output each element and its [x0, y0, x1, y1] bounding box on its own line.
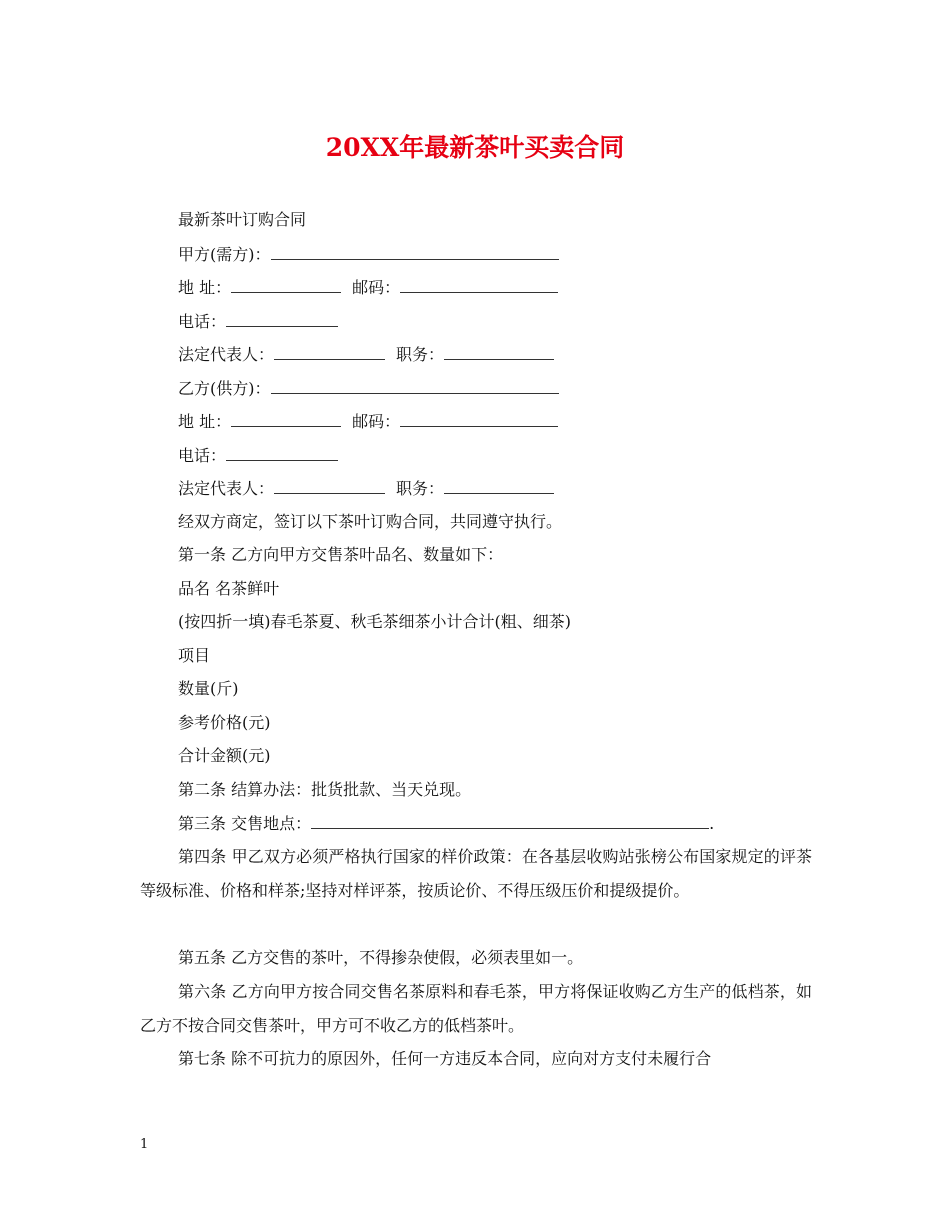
- postcode-b-label: 邮码：: [352, 412, 401, 431]
- document-title: 20XX年最新茶叶买卖合同: [325, 133, 625, 162]
- page-number: 1: [140, 1137, 149, 1152]
- article-5: 第五条 乙方交售的茶叶，不得掺杂使假，必须表里如一。: [178, 948, 584, 967]
- title-b-blank[interactable]: [444, 477, 554, 494]
- item-line: 项目: [178, 646, 211, 665]
- title-b-label: 职务：: [396, 479, 445, 498]
- article-4: 第四条 甲乙双方必须严格执行国家的样价政策：在各基层收购站张榜公布国家规定的评茶等级标准、价格和样茶;坚持对样评茶，按质论价、不得压级压价和提级提价。: [140, 847, 812, 900]
- address-b-line: [178, 410, 558, 433]
- article-1: 第一条 乙方向甲方交售茶叶品名、数量如下：: [178, 545, 504, 564]
- product-name-line: 品名 名茶鲜叶: [178, 579, 280, 598]
- article-3-label: 第三条 交售地点：: [178, 814, 312, 833]
- address-a-blank[interactable]: [231, 276, 341, 293]
- party-b-line: [178, 377, 559, 400]
- title-a-label: 职务：: [396, 345, 445, 364]
- address-a-line: [178, 276, 558, 299]
- rep-a-line: [178, 343, 554, 366]
- rep-b-line: [178, 477, 554, 500]
- phone-a-label: 电话：: [178, 312, 227, 331]
- address-a-label: 地 址：: [178, 278, 232, 297]
- phone-a-blank[interactable]: [226, 310, 338, 327]
- rep-b-blank[interactable]: [274, 477, 385, 494]
- article-7: 第七条 除不可抗力的原因外，任何一方违反本合同，应向对方支付未履行合: [178, 1049, 712, 1068]
- phone-b-label: 电话：: [178, 446, 227, 465]
- total-amount-line: 合计金额(元): [178, 746, 271, 765]
- sale-location-blank[interactable]: [311, 812, 709, 829]
- rep-b-label: 法定代表人：: [178, 479, 275, 498]
- party-a-blank[interactable]: [271, 243, 559, 260]
- intro-line: 经双方商定，签订以下茶叶订购合同，共同遵守执行。: [178, 512, 563, 531]
- article-2: 第二条 结算办法：批货批款、当天兑现。: [178, 780, 472, 799]
- party-b-label: 乙方(供方)：: [178, 379, 271, 398]
- article-3-end: .: [709, 814, 715, 833]
- product-note-line: (按四折一填)春毛茶夏、秋毛茶细茶小计合计(粗、细茶): [178, 612, 571, 631]
- title-a-blank[interactable]: [444, 343, 554, 360]
- article-3: [178, 812, 714, 835]
- contract-subtitle: 最新茶叶订购合同: [178, 210, 307, 229]
- address-b-blank[interactable]: [231, 410, 341, 427]
- postcode-a-blank[interactable]: [400, 276, 558, 293]
- phone-a-line: [178, 310, 338, 333]
- party-a-line: [178, 243, 559, 266]
- postcode-a-label: 邮码：: [352, 278, 401, 297]
- phone-b-line: [178, 444, 338, 467]
- ref-price-line: 参考价格(元): [178, 713, 271, 732]
- postcode-b-blank[interactable]: [400, 410, 558, 427]
- address-b-label: 地 址：: [178, 412, 232, 431]
- party-b-blank[interactable]: [271, 377, 559, 394]
- article-6: 第六条 乙方向甲方按合同交售名茶原料和春毛茶，甲方将保证收购乙方生产的低档茶，如乙方不按合同交售茶叶，甲方可不收乙方的低档茶叶。: [140, 982, 812, 1035]
- phone-b-blank[interactable]: [226, 444, 338, 461]
- quantity-line: 数量(斤): [178, 679, 239, 698]
- party-a-label: 甲方(需方)：: [178, 245, 271, 264]
- rep-a-label: 法定代表人：: [178, 345, 275, 364]
- rep-a-blank[interactable]: [274, 343, 385, 360]
